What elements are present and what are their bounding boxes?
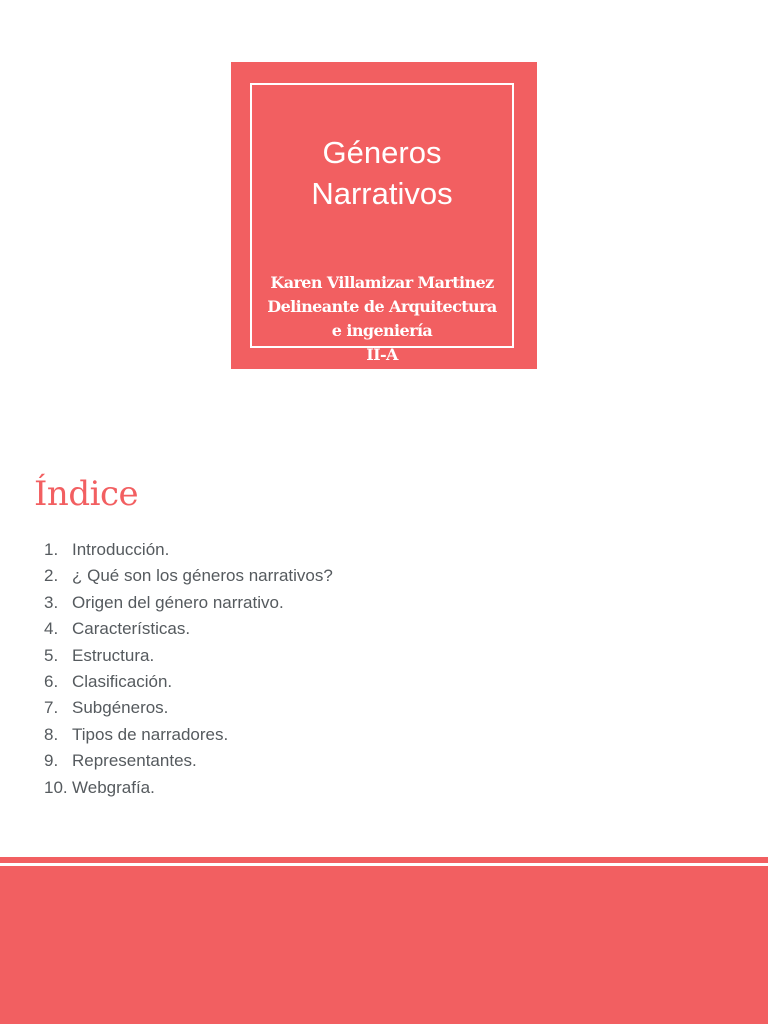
cover-program-line-2: e ingeniería [331,321,433,340]
cover-subtitle [252,271,512,367]
footer-band [0,866,768,1024]
index-item [44,590,333,616]
cover-title-line-2: Narrativos [311,176,453,211]
item-text: Tipos de narradores. [72,724,229,744]
item-text: Webgrafía. [72,777,155,797]
index-item [44,695,333,721]
index-item [44,616,333,642]
item-number: 6. [44,672,59,692]
item-text: Origen del género narrativo. [72,592,284,612]
cover-program-line-1: Delineante de Arquitectura [267,297,497,316]
item-text: ¿ Qué son los géneros narrativos? [72,566,333,586]
index-item [44,563,333,589]
item-text: Clasificación. [72,672,173,692]
item-number: 8. [44,724,59,744]
item-text: Subgéneros. [72,698,169,718]
footer-divider [0,857,768,863]
index-item [44,775,333,801]
index-item [44,722,333,748]
index-item [44,643,333,669]
item-text: Características. [72,619,191,639]
item-text: Introducción. [72,540,170,559]
item-number: 2. [44,566,59,586]
cover-group: II-A [366,345,398,364]
item-text: Representantes. [72,751,197,771]
index-item [44,748,333,774]
index-item [44,537,333,563]
item-number: 10. [44,777,68,797]
item-text: Estructura. [72,645,155,665]
cover-block [231,62,537,369]
item-number: 9. [44,751,59,771]
item-number: 5. [44,645,59,665]
index-heading: Índice [34,474,139,514]
cover-title [252,132,512,214]
item-number: 7. [44,698,59,718]
index-list [44,537,333,801]
cover-author: Karen Villamizar Martinez [270,273,494,292]
index-item [44,669,333,695]
item-number: 1. [44,540,59,559]
item-number: 3. [44,592,59,612]
item-number: 4. [44,619,59,639]
cover-frame [250,83,514,364]
cover-title-line-1: Géneros [322,135,442,170]
